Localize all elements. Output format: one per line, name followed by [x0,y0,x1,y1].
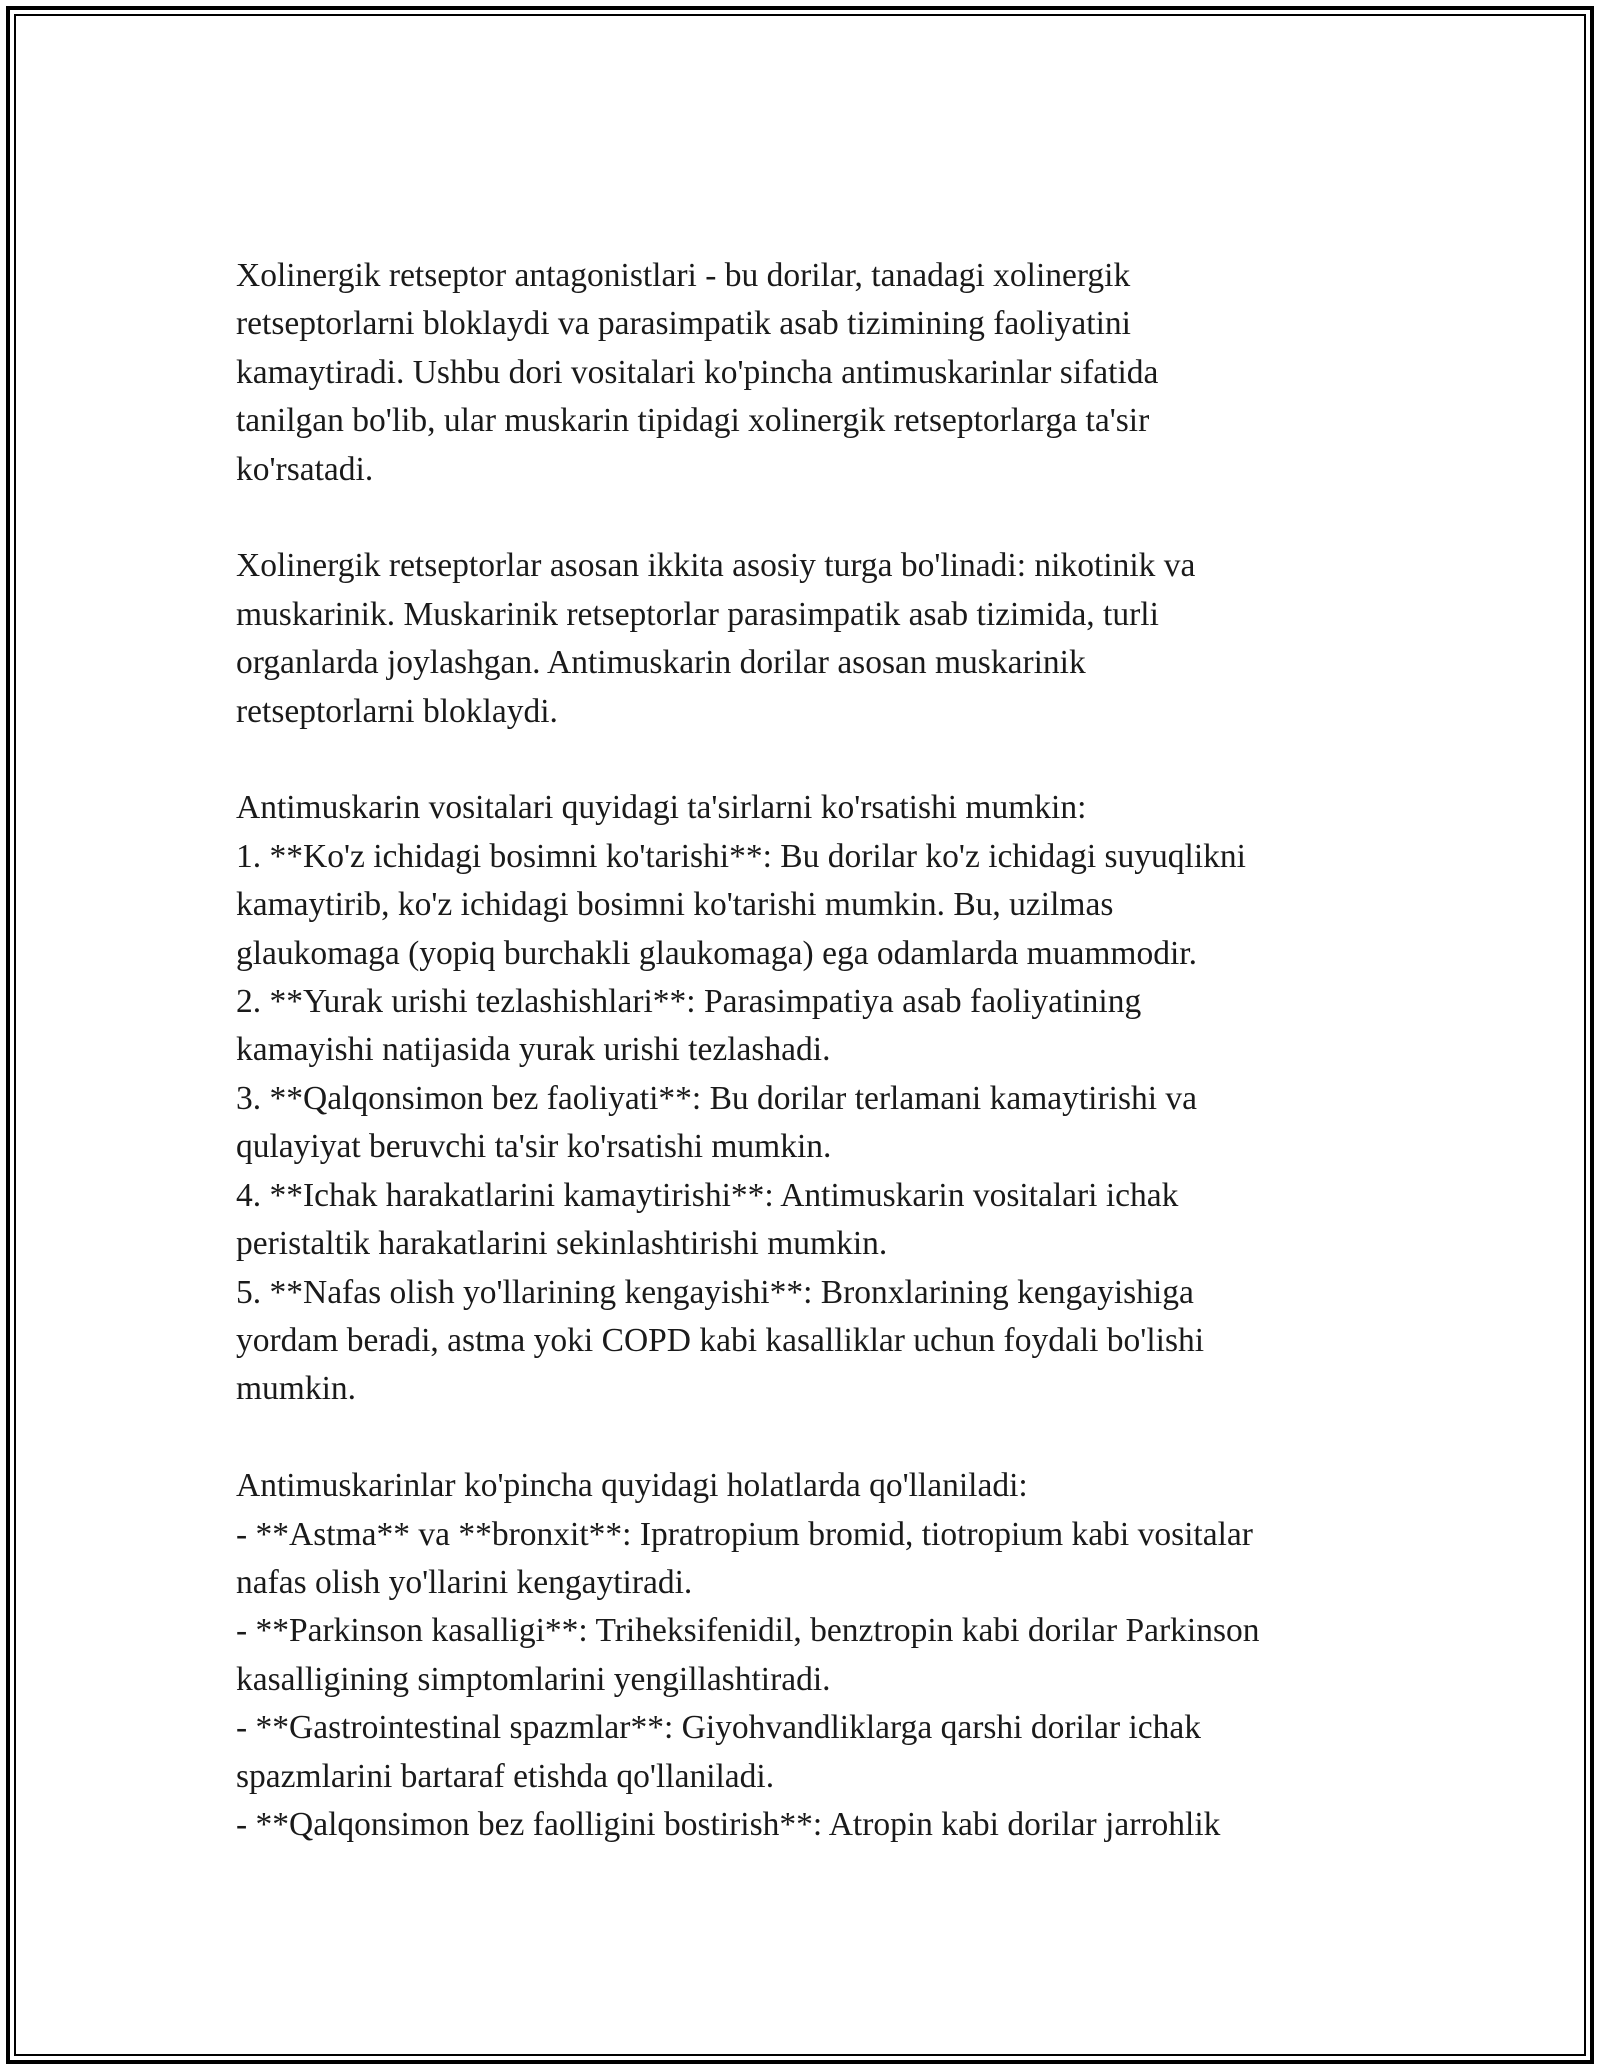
text-line: retseptorlarni bloklaydi. [236,692,558,730]
text-line: mumkin. [236,1370,357,1408]
text-line: kamayishi natijasida yurak urishi tezlashadi. [236,1031,831,1069]
text-line: kasalligining simptomlarini yengillashtiradi. [236,1660,831,1698]
text-line: kamaytirib, ko'z ichidagi bosimni ko'tarishi mumkin. Bu, uzilmas [236,886,1114,924]
text-line: organlarda joylashgan. Antimuskarin dorilar asosan muskarinik [236,644,1086,682]
text-line: retseptorlarni bloklaydi va parasimpatik asab tizimining faoliyatini [236,305,1131,343]
text-line: muskarinik. Muskarinik retseptorlar parasimpatik asab tizimida, turli [236,595,1159,633]
text-line: peristaltik harakatlarini sekinlashtirishi mumkin. [236,1225,888,1263]
paragraph-receptor-types [236,542,1386,736]
list-item-line: 2. **Yurak urishi tezlashishlari**: Parasimpatiya asab faoliyatining [236,983,1142,1021]
list-item-line: 5. **Nafas olish yo'llarining kengayishi**: Bronxlarining kengayishiga [236,1273,1194,1311]
text-line: qulayiyat beruvchi ta'sir ko'rsatishi mumkin. [236,1128,832,1166]
paragraph-intro [236,252,1386,494]
paragraph-effects-list [236,784,1386,1413]
document-body [236,252,1386,1898]
text-line: glaukomaga (yopiq burchakli glaukomaga) ega odamlarda muammodir. [236,934,1197,972]
paragraph-usage-list [236,1462,1386,1849]
list-item-line: 3. **Qalqonsimon bez faoliyati**: Bu dorilar terlamani kamaytirishi va [236,1079,1198,1117]
list-item-line: 4. **Ichak harakatlarini kamaytirishi**: Antimuskarin vositalari ichak [236,1176,1179,1214]
text-line: Xolinergik retseptorlar asosan ikkita asosiy turga bo'linadi: nikotinik va [236,547,1196,585]
text-line: Antimuskarinlar ko'pincha quyidagi holatlarda qo'llaniladi: [236,1467,1028,1505]
text-line: tanilgan bo'lib, ular muskarin tipidagi xolinergik retseptorlarga ta'sir [236,402,1150,440]
list-item-line: - **Gastrointestinal spazmlar**: Giyohvandliklarga qarshi dorilar ichak [236,1709,1202,1747]
text-line: nafas olish yo'llarini kengaytiradi. [236,1563,693,1601]
text-line: ko'rsatadi. [236,450,374,488]
text-line: spazmlarini bartaraf etishda qo'llaniladi. [236,1757,775,1795]
list-item-line: 1. **Ko'z ichidagi bosimni ko'tarishi**: Bu dorilar ko'z ichidagi suyuqlikni [236,837,1246,875]
text-line: kamaytiradi. Ushbu dori vositalari ko'pincha antimuskarinlar sifatida [236,353,1159,391]
list-item-line: - **Parkinson kasalligi**: Triheksifenidil, benztropin kabi dorilar Parkinson [236,1612,1260,1650]
text-line: Xolinergik retseptor antagonistlari - bu dorilar, tanadagi xolinergik [236,257,1131,294]
list-item-line: - **Qalqonsimon bez faolligini bostirish**: Atropin kabi dorilar jarrohlik [236,1805,1221,1843]
list-item-line: - **Astma** va **bronxit**: Ipratropium bromid, tiotropium kabi vositalar [236,1515,1253,1553]
text-line: Antimuskarin vositalari quyidagi ta'sirlarni ko'rsatishi mumkin: [236,789,1087,827]
text-line: yordam beradi, astma yoki COPD kabi kasalliklar uchun foydali bo'lishi [236,1321,1205,1359]
